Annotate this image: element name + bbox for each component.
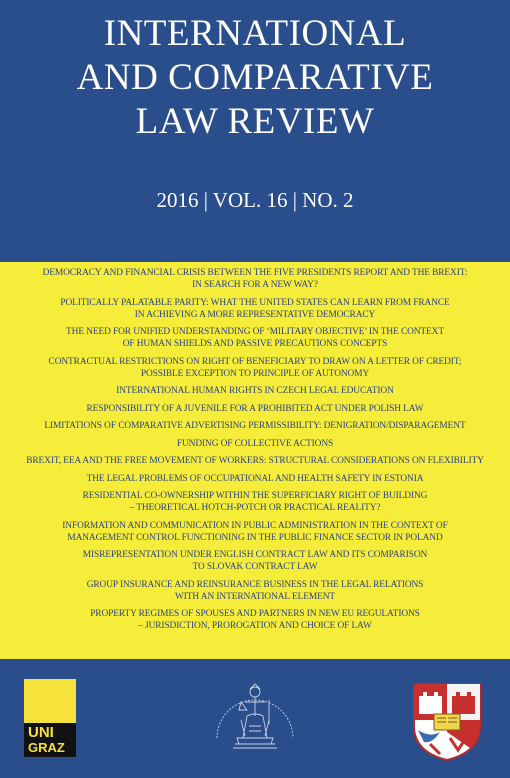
article-title: DEMOCRACY AND FINANCIAL CRISIS BETWEEN THE FIVE PRESIDENTS REPORT AND THE BREXIT: IN SEARCH FOR A NEW WAY? (42, 268, 468, 290)
issue-info: 2016 | VOL. 16 | NO. 2 (156, 188, 354, 212)
uni-graz-logo (24, 679, 76, 757)
article-title: MISREPRESENTATION UNDER ENGLISH CONTRACT LAW AND ITS COMPARISON TO SLOVAK CONTRACT LAW (82, 550, 428, 572)
uni-graz-wordmark: UNI GRAZ (24, 723, 76, 757)
article-title: PROPERTY REGIMES OF SPOUSES AND PARTNERS IN NEW EU REGULATIONS – JURISDICTION, PROROGATION AND CHOICE OF LAW (90, 609, 420, 631)
title-line: LAW REVIEW (135, 101, 375, 142)
article-title: FUNDING OF COLLECTIVE ACTIONS (176, 438, 334, 449)
article-title: RESPONSIBILITY OF A JUVENILE FOR A PROHIBITED ACT UNDER POLISH LAW (86, 403, 424, 414)
article-title: INFORMATION AND COMMUNICATION IN PUBLIC ADMINISTRATION IN THE CONTEXT OF MANAGEMENT CONTROL FUNCTIONING IN THE PUBLIC FINANCE SECTOR IN POLAND (62, 520, 448, 543)
article-title: THE LEGAL PROBLEMS OF OCCUPATIONAL AND HEALTH SAFETY IN ESTONIA (86, 473, 424, 484)
journal-title (0, 12, 510, 144)
article-title: LIMITATIONS OF COMPARATIVE ADVERTISING PERMISSIBILITY: DENIGRATION/DISPARAGEMENT (44, 421, 466, 431)
title-line: INTERNATIONAL (103, 13, 407, 54)
university-coat-of-arms-icon (410, 680, 484, 762)
title-line: AND COMPARATIVE (76, 57, 434, 98)
article-list (0, 262, 510, 632)
article-title: CONTRACTUAL RESTRICTIONS ON RIGHT OF BENEFICIARY TO DRAW ON A LETTER OF CREDIT; POSSIBLE EXCEPTION TO PRINCIPLE OF AUTONOMY (48, 356, 462, 379)
contents-band (0, 262, 510, 659)
article-title: GROUP INSURANCE AND REINSURANCE BUSINESS IN THE LEGAL RELATIONS WITH AN INTERNATIONAL ELEMENT (86, 579, 424, 602)
article-title: POLITICALLY PALATABLE PARITY: WHAT THE UNITED STATES CAN LEARN FROM FRANCE IN ACHIEVING A MORE REPRESENTATIVE DEMOCRACY (60, 297, 450, 320)
article-title: RESIDENTIAL CO-OWNERSHIP WITHIN THE SUPERFICIARY RIGHT OF BUILDING – THEORETICAL HOTCH-POTCH OR PRACTICAL REALITY? (82, 491, 428, 513)
article-title: INTERNATIONAL HUMAN RIGHTS IN CZECH LEGAL EDUCATION (116, 386, 394, 396)
seated-justice-seal-icon (205, 676, 305, 766)
article-title: THE NEED FOR UNIFIED UNDERSTANDING OF ‘MILITARY OBJECTIVE’ IN THE CONTEXT OF HUMAN SHIELDS AND PASSIVE PRECAUTIONS CONCEPTS (66, 327, 444, 349)
article-title: BREXIT, EEA AND THE FREE MOVEMENT OF WORKERS: STRUCTURAL CONSIDERATIONS ON FLEXIBILITY (26, 456, 484, 466)
